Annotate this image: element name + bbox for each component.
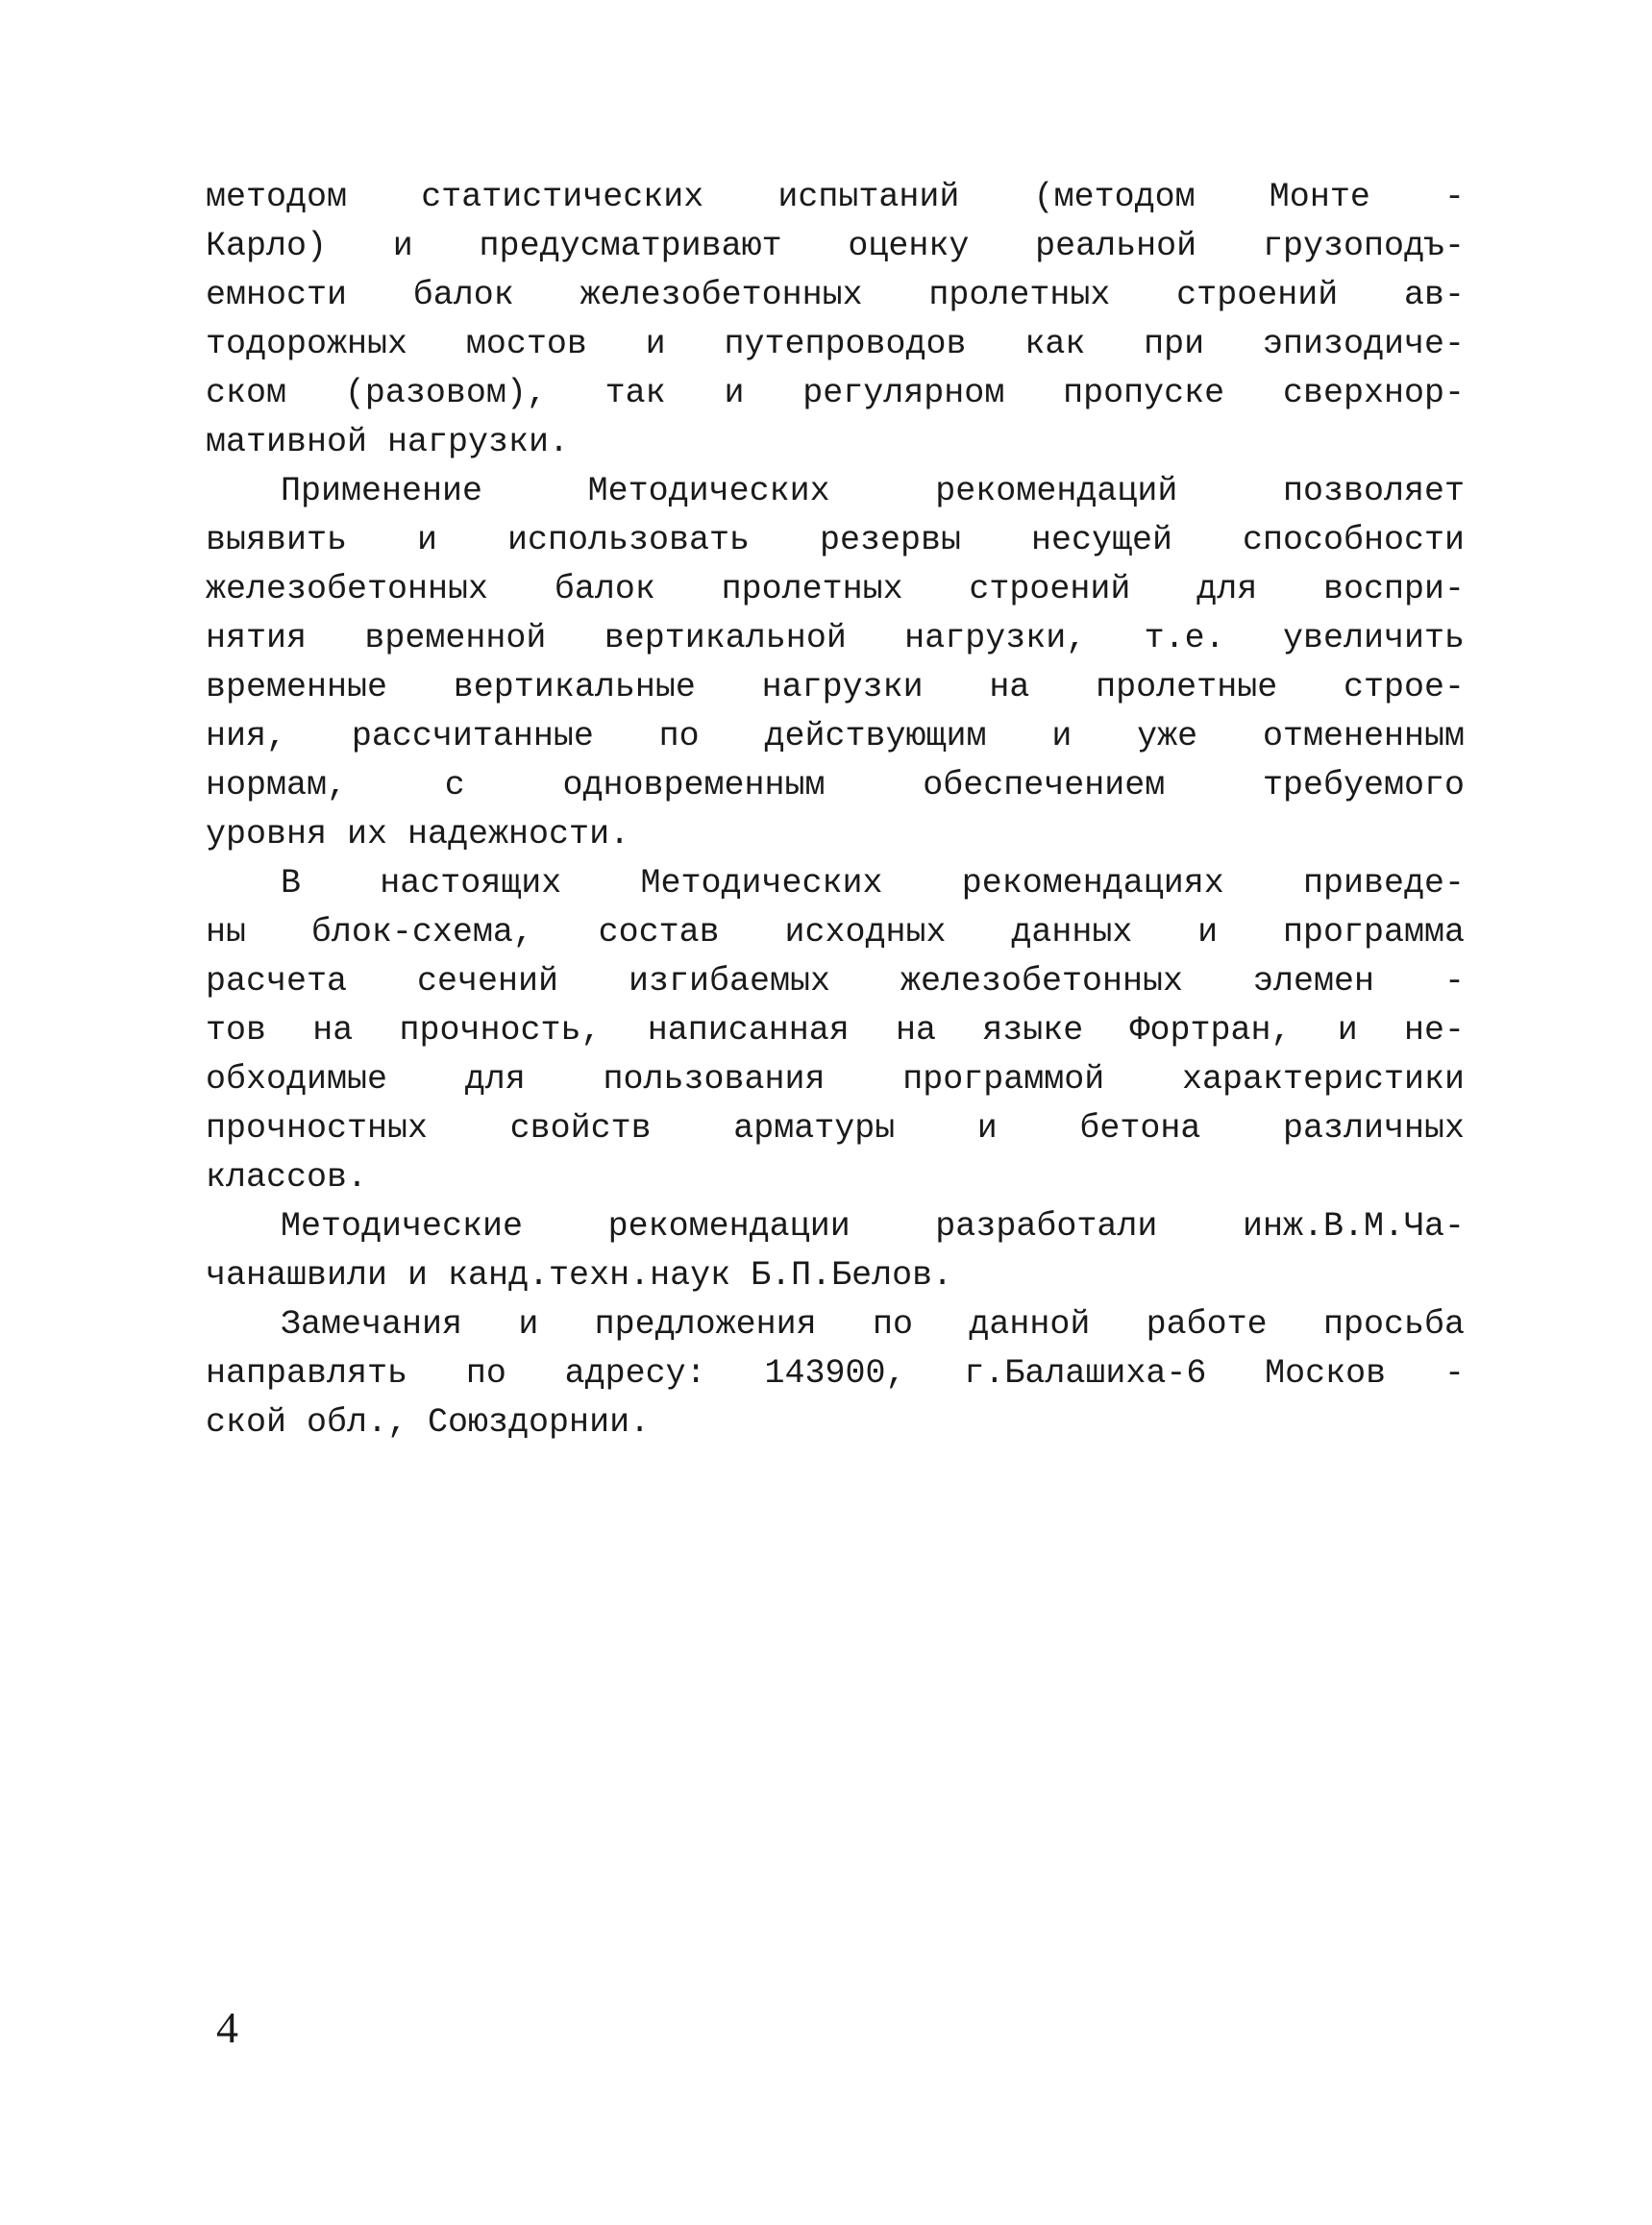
text-line: выявить и использовать резервы несущей способности [206,521,1465,559]
text-line: расчета сечений изгибаемых железобетонных элемен - [206,962,1465,1001]
text-line: чанашвили и канд.техн.наук Б.П.Белов. [206,1256,953,1295]
text-line: Замечания и предложения по данной работе просьба [281,1305,1465,1344]
text-line: временные вертикальные нагрузки на пролетные строе- [206,668,1465,706]
text-line: емности балок железобетонных пролетных строений ав- [206,276,1465,314]
text-line: ния, рассчитанные по действующим и уже отмененным [206,717,1465,755]
text-line: методом статистических испытаний (методом Монте - [206,178,1465,216]
text-line: ском (разовом), так и регулярном пропуске сверхнор- [206,374,1465,412]
text-line: классов. [206,1158,368,1197]
text-line: Карло) и предусматривают оценку реальной грузоподъ- [206,227,1465,265]
text-line: прочностных свойств арматуры и бетона различных [206,1109,1465,1148]
text-line: ны блок-схема, состав исходных данных и программа [206,913,1465,952]
text-line: мативной нагрузки. [206,423,570,461]
text-line: ской обл., Союздорнии. [206,1403,651,1442]
text-line: тодорожных мостов и путепроводов как при эпизодиче- [206,325,1465,363]
text-line: тов на прочность, написанная на языке Фортран, и не- [206,1011,1465,1050]
page-number: 4 [216,2003,238,2052]
text-line: В настоящих Методических рекомендациях приведе- [281,864,1465,902]
body-text [206,173,1465,1447]
text-line: обходимые для пользования программой характеристики [206,1060,1465,1099]
text-line: уровня их надежности. [206,815,630,853]
text-line: направлять по адресу: 143900, г.Балашиха-6 Москов - [206,1354,1465,1393]
text-line: Методические рекомендации разработали инж.В.М.Ча- [281,1207,1465,1246]
text-line: нятия временной вертикальной нагрузки, т.е. увеличить [206,619,1465,657]
text-line: нормам, с одновременным обеспечением требуемого [206,766,1465,804]
text-line: Применение Методических рекомендаций позволяет [281,472,1465,510]
text-line: железобетонных балок пролетных строений для воспри- [206,570,1465,608]
